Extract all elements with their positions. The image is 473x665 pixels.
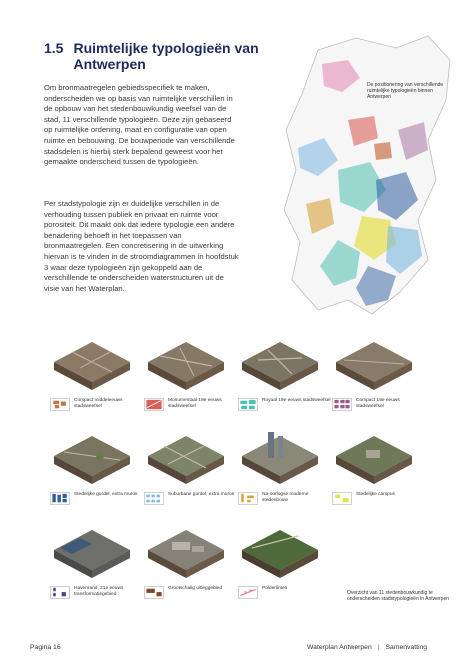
footer-document-title: Waterplan Antwerpen: [307, 644, 372, 651]
typology-legend: [332, 398, 428, 420]
typology-aerial-tile: [238, 526, 322, 582]
typology-item: [138, 338, 238, 428]
typology-label: Polderlinten: [262, 586, 288, 591]
map-caption: De positionering van verschillende ruimtelijke typologieën binnen Antwerpen: [367, 82, 444, 101]
typology-label: Stedelijke gordel, extra muros: [74, 492, 138, 497]
typology-legend: [332, 492, 428, 514]
typology-swatch: [238, 398, 258, 411]
typology-swatch: [144, 586, 164, 599]
typology-item: [44, 526, 144, 616]
typology-swatch: [144, 398, 164, 411]
typology-item: [232, 526, 332, 616]
typology-legend: [50, 492, 146, 514]
typology-aerial-tile: [144, 338, 228, 394]
typology-swatch: [238, 586, 258, 599]
typology-item: [232, 432, 332, 522]
footer-separator: |: [377, 644, 380, 651]
typology-legend: [50, 586, 146, 608]
typology-aerial-tile: [332, 338, 416, 394]
footer-section-title: Samenvatting: [385, 644, 428, 651]
typology-item: [326, 338, 426, 428]
typology-legend: [238, 398, 334, 420]
typology-label: Suburbane gordel, extra muros: [168, 492, 235, 497]
typology-swatch: [144, 492, 164, 505]
typology-label: Na-oorlogse moderne stedenbouw: [262, 492, 309, 503]
typology-label: Royaal 19e eeuws stadsweefsel: [262, 398, 331, 403]
typology-item: [44, 432, 144, 522]
typology-swatch: [50, 398, 70, 411]
typology-label: Compact middeleeuws stadsweefsel: [74, 398, 123, 409]
page-number: Pagina 16: [30, 644, 61, 651]
typology-item: [44, 338, 144, 428]
footer-running-title: [307, 644, 427, 651]
typology-aerial-tile: [50, 526, 134, 582]
typology-legend: [238, 492, 334, 514]
typology-item: [232, 338, 332, 428]
typology-legend: [238, 586, 334, 608]
typology-legend: [50, 398, 146, 420]
typology-item: [138, 526, 238, 616]
second-paragraph: Per stadstypologie zijn er duidelijke verschillen in de verhouding tussen publiek en privaat en ruimte voor porositeit. Dit maakt ook dat iedere typologie een andere benadering behoeft in het toepassen van bronmaatregelen. Een concretisering in de uitwerking hiervan is te vinden in de stroomdiagrammen in hoofdstuk 3 waar deze typologieën zijn gekoppeld aan de verschillende te onderscheiden waterstructuren uit de visie van het Waterplan.: [44, 199, 239, 293]
typology-swatch: [238, 492, 258, 505]
typology-legend: [144, 398, 240, 420]
overview-caption: Overzicht van 11 stedenbouwkundig te onderscheiden stadstypologieën in Antwerpen: [347, 590, 450, 603]
typology-aerial-tile: [144, 432, 228, 488]
typology-item: [326, 432, 426, 522]
intro-paragraph: Om bronmaatregelen gebiedsspecifiek te maken, onderscheiden we op basis van ruimtelijke verschillen in de opbouw van het stedenbouwkundig weefsel van de stad, 11 verschillende typologieën. Deze zijn gebaseerd op ruimtelijke ordening, maat en configuratie van open ruimte en bebouwing. De bouwperiode van verschillende stadsdelen is hierbij sterk bepalend geweest voor het gemaakte onderscheid tussen de typologieën.: [44, 83, 235, 167]
typology-aerial-tile: [238, 338, 322, 394]
typology-aerial-tile: [50, 338, 134, 394]
typology-aerial-tile: [144, 526, 228, 582]
typology-label: Compact 19e eeuws stadsweefsel: [356, 398, 400, 409]
typology-aerial-tile: [238, 432, 322, 488]
typology-legend: [144, 492, 240, 514]
typology-label: Grootschalig uitleggebied: [168, 586, 223, 591]
typology-swatch: [332, 398, 352, 411]
typology-item: [138, 432, 238, 522]
typology-aerial-tile: [50, 432, 134, 488]
typology-label: Stedelijke campus: [356, 492, 395, 497]
section-heading: [44, 40, 294, 72]
typology-swatch: [332, 492, 352, 505]
typology-aerial-tile: [332, 432, 416, 488]
antwerp-typology-map: [278, 30, 456, 320]
section-title: Ruimtelijke typologieën van Antwerpen: [73, 40, 259, 72]
section-number: 1.5: [44, 40, 64, 56]
typology-swatch: [50, 492, 70, 505]
typology-label: Monumentaal 19e eeuws stadsweefsel: [168, 398, 222, 409]
typology-grid: [44, 338, 460, 618]
typology-label: Havenrand, 21e eeuws transformatiegebied: [74, 586, 124, 597]
typology-legend: [144, 586, 240, 608]
typology-swatch: [50, 586, 70, 599]
